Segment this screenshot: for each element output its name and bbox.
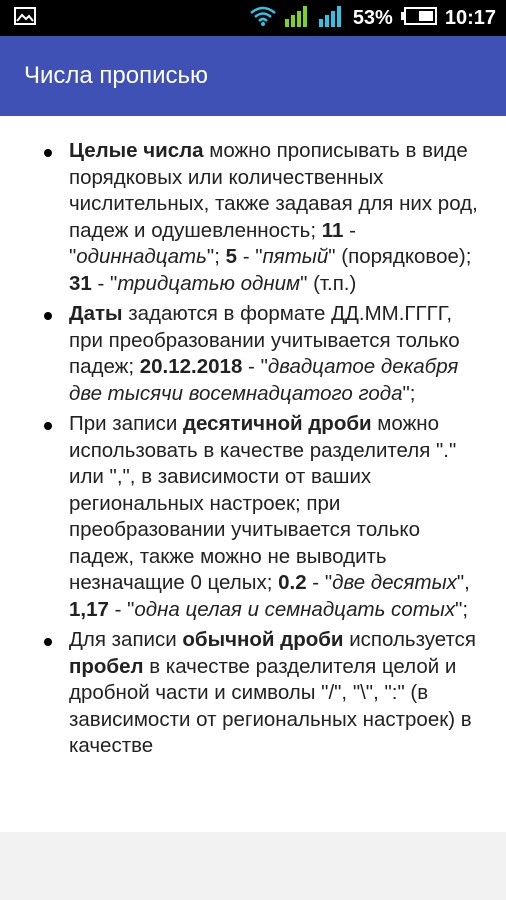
- clock: 10:17: [444, 6, 496, 29]
- text: Для записи: [69, 628, 183, 651]
- example-result: одна целая и семнадцать сотых: [134, 597, 456, 621]
- term: десятичной дроби: [183, 412, 372, 435]
- example-result: пятый: [262, 245, 329, 268]
- list-item-fractions: [0, 627, 490, 760]
- signal-sim2-icon: [319, 5, 345, 32]
- example-value: 11: [321, 218, 344, 242]
- feature-list: [0, 116, 506, 760]
- list-item-dates: [0, 301, 490, 407]
- bullet-icon: [44, 638, 52, 646]
- term: Целые числа: [69, 139, 204, 162]
- text: задаются в формате ДД.ММ.ГГГГ, при преобразовании учитывается только падеж;: [69, 302, 460, 378]
- example-value: 5: [225, 245, 237, 268]
- list-item-integers: [0, 138, 490, 297]
- app-title: Числа прописью: [24, 62, 209, 89]
- app-bar: [0, 36, 506, 116]
- example-value: 31: [69, 271, 92, 295]
- example-value: 1,17: [69, 597, 109, 621]
- example-result: две десятых: [332, 571, 457, 594]
- text: ";: [206, 245, 226, 268]
- example-result: одиннадцать: [76, 245, 207, 268]
- text: можно использовать в качестве разделителя "." или ",", в зависимости от ваших региональных настроек; при преобразовании учитывается только падеж, также можно не выводить незначащие 0 целых;: [69, 412, 457, 594]
- example-result: двадцатое декабря две тысячи восемнадцатого года: [69, 355, 459, 405]
- signal-sim1-icon: [285, 5, 311, 32]
- list-item-decimals: [0, 411, 490, 623]
- wifi-icon: [249, 5, 277, 32]
- bullet-icon: [44, 312, 52, 320]
- image-notification-icon: [14, 7, 36, 30]
- status-bar: [0, 0, 506, 36]
- battery-icon: [401, 7, 437, 30]
- text: в качестве разделителя целой и дробной части и символы "/", "\", ":" (в зависимости от региональных настроек) в качестве: [69, 654, 472, 757]
- text: ";: [402, 381, 416, 405]
- content-area[interactable]: [0, 116, 506, 832]
- text: - ": [91, 271, 118, 295]
- text: - ": [108, 597, 135, 621]
- bullet-icon: [44, 422, 52, 430]
- text: ";: [455, 597, 469, 621]
- bottom-area: [0, 832, 506, 900]
- text: " (порядковое);: [328, 245, 472, 268]
- term: Даты: [69, 302, 123, 325]
- text: ",: [456, 571, 470, 594]
- text: - ": [242, 355, 268, 378]
- text: используется: [343, 628, 477, 651]
- text: можно прописывать в виде порядковых или количественных числительных, также задавая для них род, падеж и одушевленность;: [69, 139, 478, 242]
- term: обычной дроби: [182, 628, 344, 651]
- example-result: тридцатью одним: [117, 271, 301, 295]
- text: " (т.п.): [300, 271, 357, 295]
- example-value: 0.2: [278, 571, 307, 594]
- text: - ": [237, 245, 263, 268]
- battery-percent: 53%: [352, 6, 393, 29]
- term-space: пробел: [69, 654, 144, 678]
- text: При записи: [69, 412, 184, 435]
- text: - ": [69, 218, 356, 268]
- example-value: 20.12.2018: [139, 355, 243, 378]
- bullet-icon: [44, 149, 52, 157]
- text: - ": [306, 571, 333, 594]
